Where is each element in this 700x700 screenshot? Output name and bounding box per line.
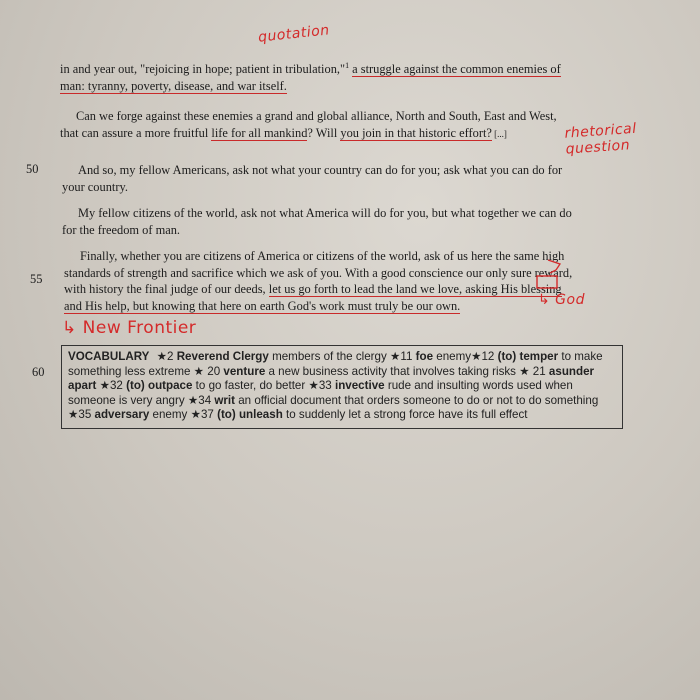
vocab-entry: ★34 writ an official document that orders someone to do or not to do something xyxy=(187,393,599,407)
vocab-entry: ★ 21 asunder apart xyxy=(68,364,595,393)
text: with history the final judge of our deeds, xyxy=(64,282,269,296)
text: Can we forge against these enemies a grand and global alliance, North and South, East and West, xyxy=(76,109,557,123)
text: [...] xyxy=(491,128,507,139)
vocabulary-box xyxy=(61,345,623,429)
underlined-text: let us go forth to lead the land we love, asking His blessing xyxy=(268,282,562,296)
annotation-rhetorical-question: rhetorical question xyxy=(564,120,638,158)
line-number-55: 55 xyxy=(30,272,43,286)
arrow-mark xyxy=(548,260,560,273)
text: your country. xyxy=(62,179,128,194)
text: in and year out, "rejoicing in hope; patient in tribulation," xyxy=(60,62,346,77)
vocab-entry: ★33 invective rude and insulting words used when someone is very angry xyxy=(68,379,573,407)
text: standards of strength and sacrifice which we ask of you. With a good conscience our only sure reward, xyxy=(64,265,573,280)
underlined-text: you join in that historic effort? xyxy=(340,125,492,140)
annotation-new-frontier: ↳ New Frontier xyxy=(62,318,197,338)
vocab-entry: ★11 foe enemy xyxy=(389,350,472,363)
annotation-quotation: quotation xyxy=(257,22,331,46)
text: And so, my fellow Americans, ask not what your country can do for you; ask what you can do for xyxy=(78,163,563,177)
underlined-text: knowing that here on earth God's work must truly be our own. xyxy=(151,298,461,313)
text: ? Will xyxy=(307,125,341,140)
text: Finally, whether you are citizens of America or citizens of the world, ask of us here the same high xyxy=(80,249,565,263)
vocab-entry: ★ 20 venture a new business activity that involves taking risks xyxy=(193,364,520,378)
vocabulary-heading: VOCABULARY xyxy=(68,350,150,363)
text: My fellow citizens of the world, ask not what America will do for you, but what together we can do xyxy=(78,206,572,220)
text: for the freedom of man. xyxy=(62,222,181,237)
vocab-entry: ★35 adversary enemy xyxy=(68,408,191,422)
vocab-entry: ★32 (to) outpace to go faster, do better xyxy=(99,379,309,393)
his-box-mark xyxy=(537,276,557,288)
vocab-entry: ★12 (to) temper to make something less extreme xyxy=(68,350,603,378)
vocab-entry: ★37 (to) unleash to suddenly let a strong force have its full effect xyxy=(190,408,528,422)
underlined-text: life for all mankind xyxy=(211,125,308,140)
annotation-god: ↳ God xyxy=(538,292,585,308)
underlined-text: man: tyranny, poverty, disease, and war itself. xyxy=(60,78,287,93)
line-number-50: 50 xyxy=(26,162,39,176)
underlined-text: a struggle against the common enemies of xyxy=(352,62,561,77)
text: that can assure a more fruitful xyxy=(60,125,212,140)
underlined-text: and His help, but xyxy=(64,298,152,313)
vocab-entry: ★2 Reverend Clergy members of the clergy xyxy=(156,350,390,363)
line-number-60: 60 xyxy=(32,365,45,379)
footnote-marker: 1 xyxy=(345,61,350,70)
